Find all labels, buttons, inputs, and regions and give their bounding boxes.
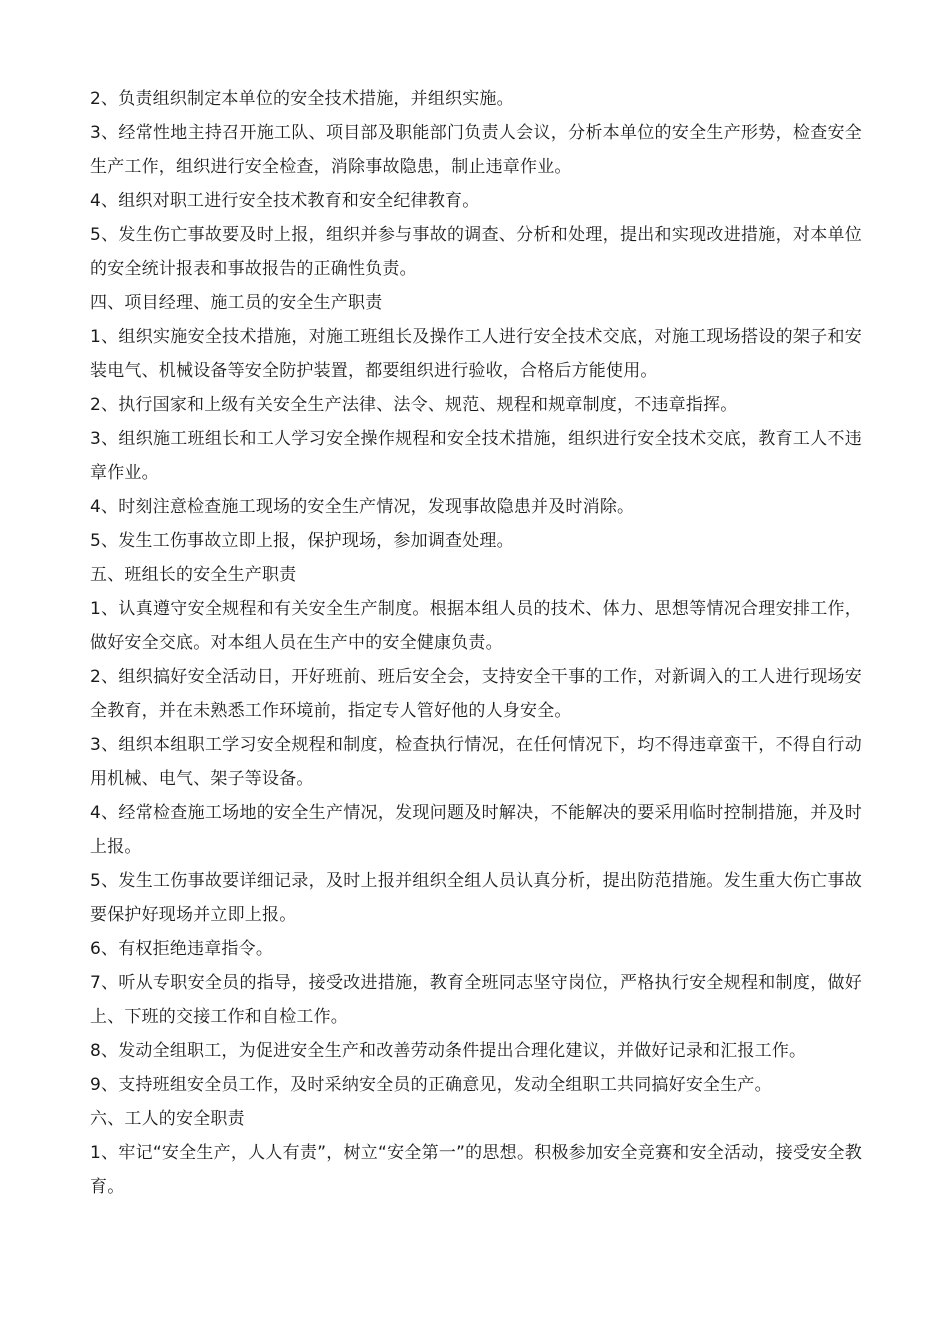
list-item: 8、发动全组职工，为促进安全生产和改善劳动条件提出合理化建议，并做好记录和汇报工作。 (90, 1041, 807, 1061)
list-item: 2、组织搞好安全活动日，开好班前、班后安全会，支持安全干事的工作，对新调入的工人进行现场安全教育，并在未熟悉工作环境前，指定专人管好他的人身安全。 (90, 667, 862, 721)
list-item: 2、负责组织制定本单位的安全技术措施，并组织实施。 (90, 89, 514, 109)
list-item: 7、听从专职安全员的指导，接受改进措施，教育全班同志坚守岗位，严格执行安全规程和制度，做好上、下班的交接工作和自检工作。 (90, 973, 862, 1027)
list-item: 1、组织实施安全技术措施，对施工班组长及操作工人进行安全技术交底，对施工现场搭设的架子和安装电气、机械设备等安全防护装置，都要组织进行验收，合格后方能使用。 (90, 327, 862, 381)
list-item: 9、支持班组安全员工作，及时采纳安全员的正确意见，发动全组职工共同搞好安全生产。 (90, 1075, 772, 1095)
section-heading: 四、项目经理、施工员的安全生产职责 (90, 293, 383, 313)
list-item: 6、有权拒绝违章指令。 (90, 939, 274, 959)
list-item: 3、经常性地主持召开施工队、项目部及职能部门负责人会议，分析本单位的安全生产形势，检查安全生产工作，组织进行安全检查，消除事故隐患，制止违章作业。 (90, 123, 862, 177)
list-item: 2、执行国家和上级有关安全生产法律、法令、规范、规程和规章制度，不违章指挥。 (90, 395, 738, 415)
list-item: 3、组织施工班组长和工人学习安全操作规程和安全技术措施，组织进行安全技术交底，教育工人不违章作业。 (90, 429, 862, 483)
list-item: 1、牢记“安全生产，人人有责”，树立“安全第一”的思想。积极参加安全竞赛和安全活动，接受安全教育。 (90, 1143, 862, 1197)
list-item: 4、时刻注意检查施工现场的安全生产情况，发现事故隐患并及时消除。 (90, 497, 635, 517)
section-heading: 六、工人的安全职责 (90, 1109, 245, 1129)
list-item: 3、组织本组职工学习安全规程和制度，检查执行情况，在任何情况下，均不得违章蛮干，不得自行动用机械、电气、架子等设备。 (90, 735, 862, 789)
list-item: 5、发生伤亡事故要及时上报，组织并参与事故的调查、分析和处理，提出和实现改进措施，对本单位的安全统计报表和事故报告的正确性负责。 (90, 225, 862, 279)
list-item: 5、发生工伤事故立即上报，保护现场，参加调查处理。 (90, 531, 514, 551)
list-item: 4、经常检查施工场地的安全生产情况，发现问题及时解决，不能解决的要采用临时控制措施，并及时上报。 (90, 803, 862, 857)
section-heading: 五、班组长的安全生产职责 (90, 565, 297, 585)
list-item: 1、认真遵守安全规程和有关安全生产制度。根据本组人员的技术、体力、思想等情况合理安排工作，做好安全交底。对本组人员在生产中的安全健康负责。 (90, 599, 862, 653)
document-body (90, 82, 862, 1204)
list-item: 5、发生工伤事故要详细记录，及时上报并组织全组人员认真分析，提出防范措施。发生重大伤亡事故要保护好现场并立即上报。 (90, 871, 862, 925)
list-item: 4、组织对职工进行安全技术教育和安全纪律教育。 (90, 191, 480, 211)
